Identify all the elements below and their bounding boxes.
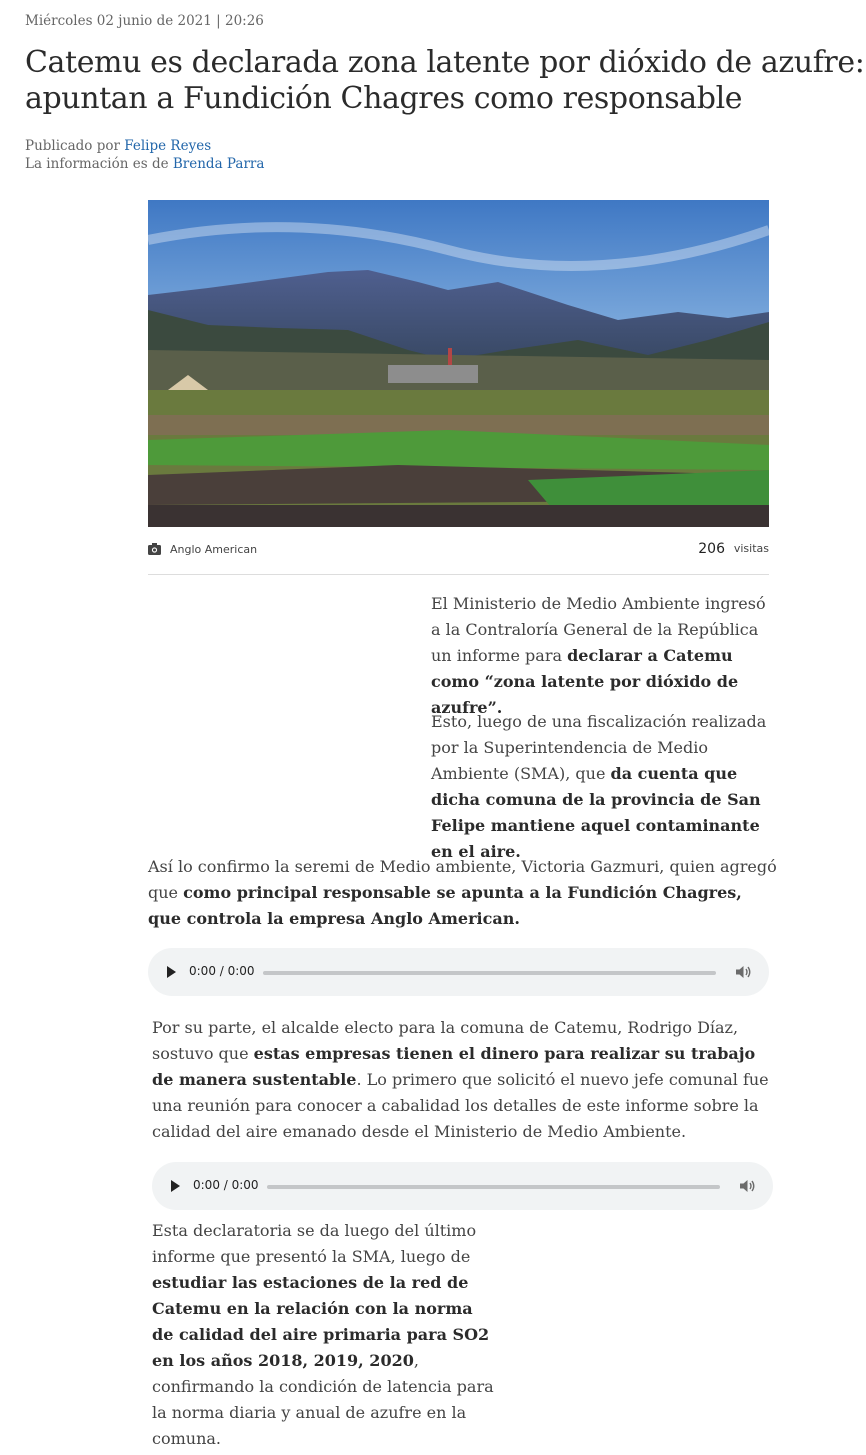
audio-player-1[interactable] — [148, 948, 769, 996]
published-by-line — [25, 137, 264, 155]
paragraph-bold-text: estudiar las estaciones de la red de Catemu en la relación con la norma de calidad del aire primaria para SO2 en los años 2018, 2019, 2020 — [152, 1273, 490, 1370]
paragraph-text: Esto, luego de una fiscalización realizada por la Superintendencia de Medio Ambiente (SMA), que — [431, 712, 767, 783]
play-icon[interactable] — [167, 966, 176, 978]
audio-progress-track[interactable] — [263, 971, 716, 975]
audio-time: 0:00 / 0:00 — [189, 964, 255, 978]
paragraph-bold-text: declarar a Catemu como “zona latente por dióxido de azufre”. — [431, 646, 739, 717]
paragraph-bold-text: como principal responsable se apunta a la Fundición Chagres, que controla la empresa Anglo American. — [148, 883, 742, 928]
paragraph-text: Por su parte, el alcalde electo para la comuna de Catemu, Rodrigo Díaz, sostuvo que — [152, 1018, 739, 1063]
paragraph-text: . Lo primero que solicitó el nuevo jefe comunal fue una reunión para conocer a cabalidad los detalles de este informe sobre la calidad del aire emanado desde el Ministerio de Medio Ambiente. — [152, 1070, 769, 1141]
volume-icon[interactable] — [736, 965, 752, 979]
info-prefix: La información es de — [25, 156, 169, 172]
hero-image — [148, 200, 769, 527]
paragraph-text: El Ministerio de Medio Ambiente ingresó a la Contraloría General de la República un informe para — [431, 594, 766, 665]
divider — [148, 574, 769, 575]
audio-progress-track[interactable] — [267, 1185, 720, 1189]
paragraph-bold-text: estas empresas tienen el dinero para realizar su trabajo de manera sustentable — [152, 1044, 756, 1089]
published-prefix: Publicado por — [25, 138, 120, 154]
image-credit: Anglo American — [170, 543, 258, 556]
paragraph-4 — [152, 1015, 777, 1145]
info-by-line — [25, 155, 264, 173]
image-caption-row — [148, 540, 769, 562]
article-title: Catemu es declarada zona latente por dióxido de azufre: apuntan a Fundición Chagres como responsable — [25, 45, 865, 116]
visits-count: 206 — [698, 541, 725, 557]
paragraph-text: , confirmando la condición de latencia para la norma diaria y anual de azufre en la comuna. — [152, 1351, 494, 1448]
paragraph-2 — [431, 709, 776, 865]
paragraph-5 — [152, 1218, 497, 1452]
volume-icon[interactable] — [740, 1179, 756, 1193]
audio-player-2[interactable] — [152, 1162, 773, 1210]
paragraph-1 — [431, 591, 776, 721]
paragraph-3 — [148, 854, 778, 932]
camera-icon — [148, 543, 161, 555]
paragraph-text: Así lo confirmo la seremi de Medio ambiente, Victoria Gazmuri, quien agregó que — [148, 857, 777, 902]
paragraph-bold-text: da cuenta que dicha comuna de la provincia de San Felipe mantiene aquel contaminante en el aire. — [431, 764, 761, 861]
paragraph-text: Esta declaratoria se da luego del último informe que presentó la SMA, luego de — [152, 1221, 477, 1266]
author-link-published[interactable]: Felipe Reyes — [124, 138, 212, 154]
audio-time: 0:00 / 0:00 — [193, 1178, 259, 1192]
play-icon[interactable] — [171, 1180, 180, 1192]
article-dateline: Miércoles 02 junio de 2021 | 20:26 — [25, 13, 264, 29]
visits-label: visitas — [733, 542, 769, 555]
author-link-info[interactable]: Brenda Parra — [172, 156, 265, 172]
byline — [25, 137, 264, 173]
